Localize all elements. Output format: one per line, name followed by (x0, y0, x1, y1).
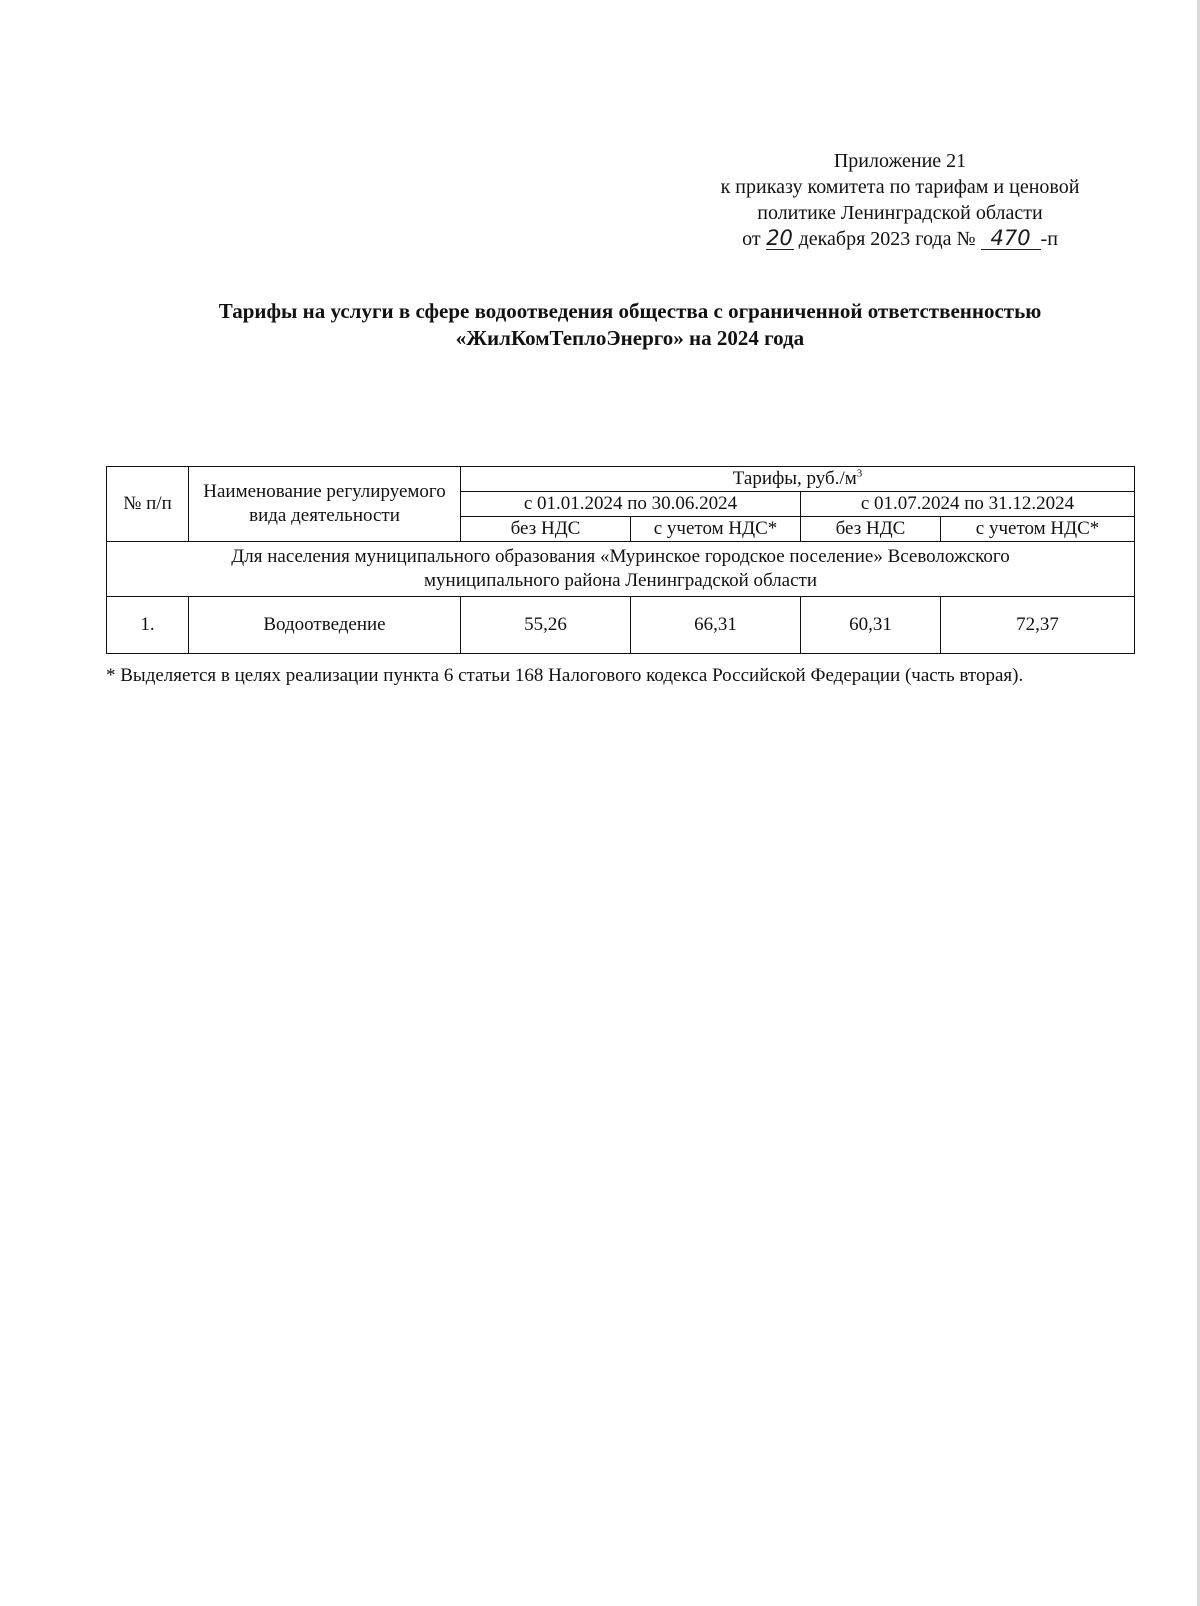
appendix-line-2: к приказу комитета по тарифам и ценовой (720, 176, 1080, 198)
appendix-line-4 (660, 226, 1140, 252)
handwritten-day: 20 (766, 226, 793, 250)
row-p1-with-vat: 66,31 (631, 597, 801, 654)
appendix-header (660, 148, 1140, 252)
appendix-line-1: Приложение 21 (833, 150, 967, 172)
header-period-2: с 01.07.2024 по 31.12.2024 (801, 492, 1135, 517)
header-tariffs (461, 467, 1135, 492)
title-line-1: Тарифы на услуги в сфере водоотведения общества с ограниченной ответственностью (218, 299, 1042, 323)
order-suffix: -п (1040, 228, 1058, 250)
row-activity: Водоотведение (189, 597, 461, 654)
header-p1-without-vat: без НДС (461, 517, 631, 542)
document-title (110, 298, 1150, 352)
footnote: * Выделяется в целях реализации пункта 6 статьи 168 Налогового кодекса Российской Федерации (часть вторая). (106, 665, 1024, 686)
table-row (107, 597, 1135, 654)
appendix-line-3: политике Ленинградской области (757, 202, 1043, 224)
table-header-row-1 (107, 467, 1135, 492)
header-p2-with-vat: с учетом НДС* (941, 517, 1135, 542)
tariffs-table (106, 466, 1135, 654)
date-middle: декабря 2023 года № (798, 228, 976, 250)
row-number: 1. (107, 597, 189, 654)
row-p2-without-vat: 60,31 (801, 597, 941, 654)
section-heading (107, 542, 1135, 597)
section-line-1: Для населения муниципального образования «Муринское городское поселение» Всеволожского (231, 546, 1010, 567)
table-section-row (107, 542, 1135, 597)
section-line-2: муниципального района Ленинградской области (424, 570, 818, 591)
title-line-2: «ЖилКомТеплоЭнерго» на 2024 года (455, 326, 805, 350)
header-tariffs-text: Тарифы, руб./м (732, 468, 857, 489)
handwritten-order-number: 470 (981, 227, 1041, 250)
date-prefix: от (742, 228, 761, 250)
row-p1-without-vat: 55,26 (461, 597, 631, 654)
row-p2-with-vat: 72,37 (941, 597, 1135, 654)
header-number: № п/п (107, 467, 189, 542)
header-activity: Наименование регулируемого вида деятельности (189, 467, 461, 542)
header-period-1: с 01.01.2024 по 30.06.2024 (461, 492, 801, 517)
header-p2-without-vat: без НДС (801, 517, 941, 542)
header-tariffs-unit-sup: 3 (856, 467, 863, 480)
header-p1-with-vat: с учетом НДС* (631, 517, 801, 542)
